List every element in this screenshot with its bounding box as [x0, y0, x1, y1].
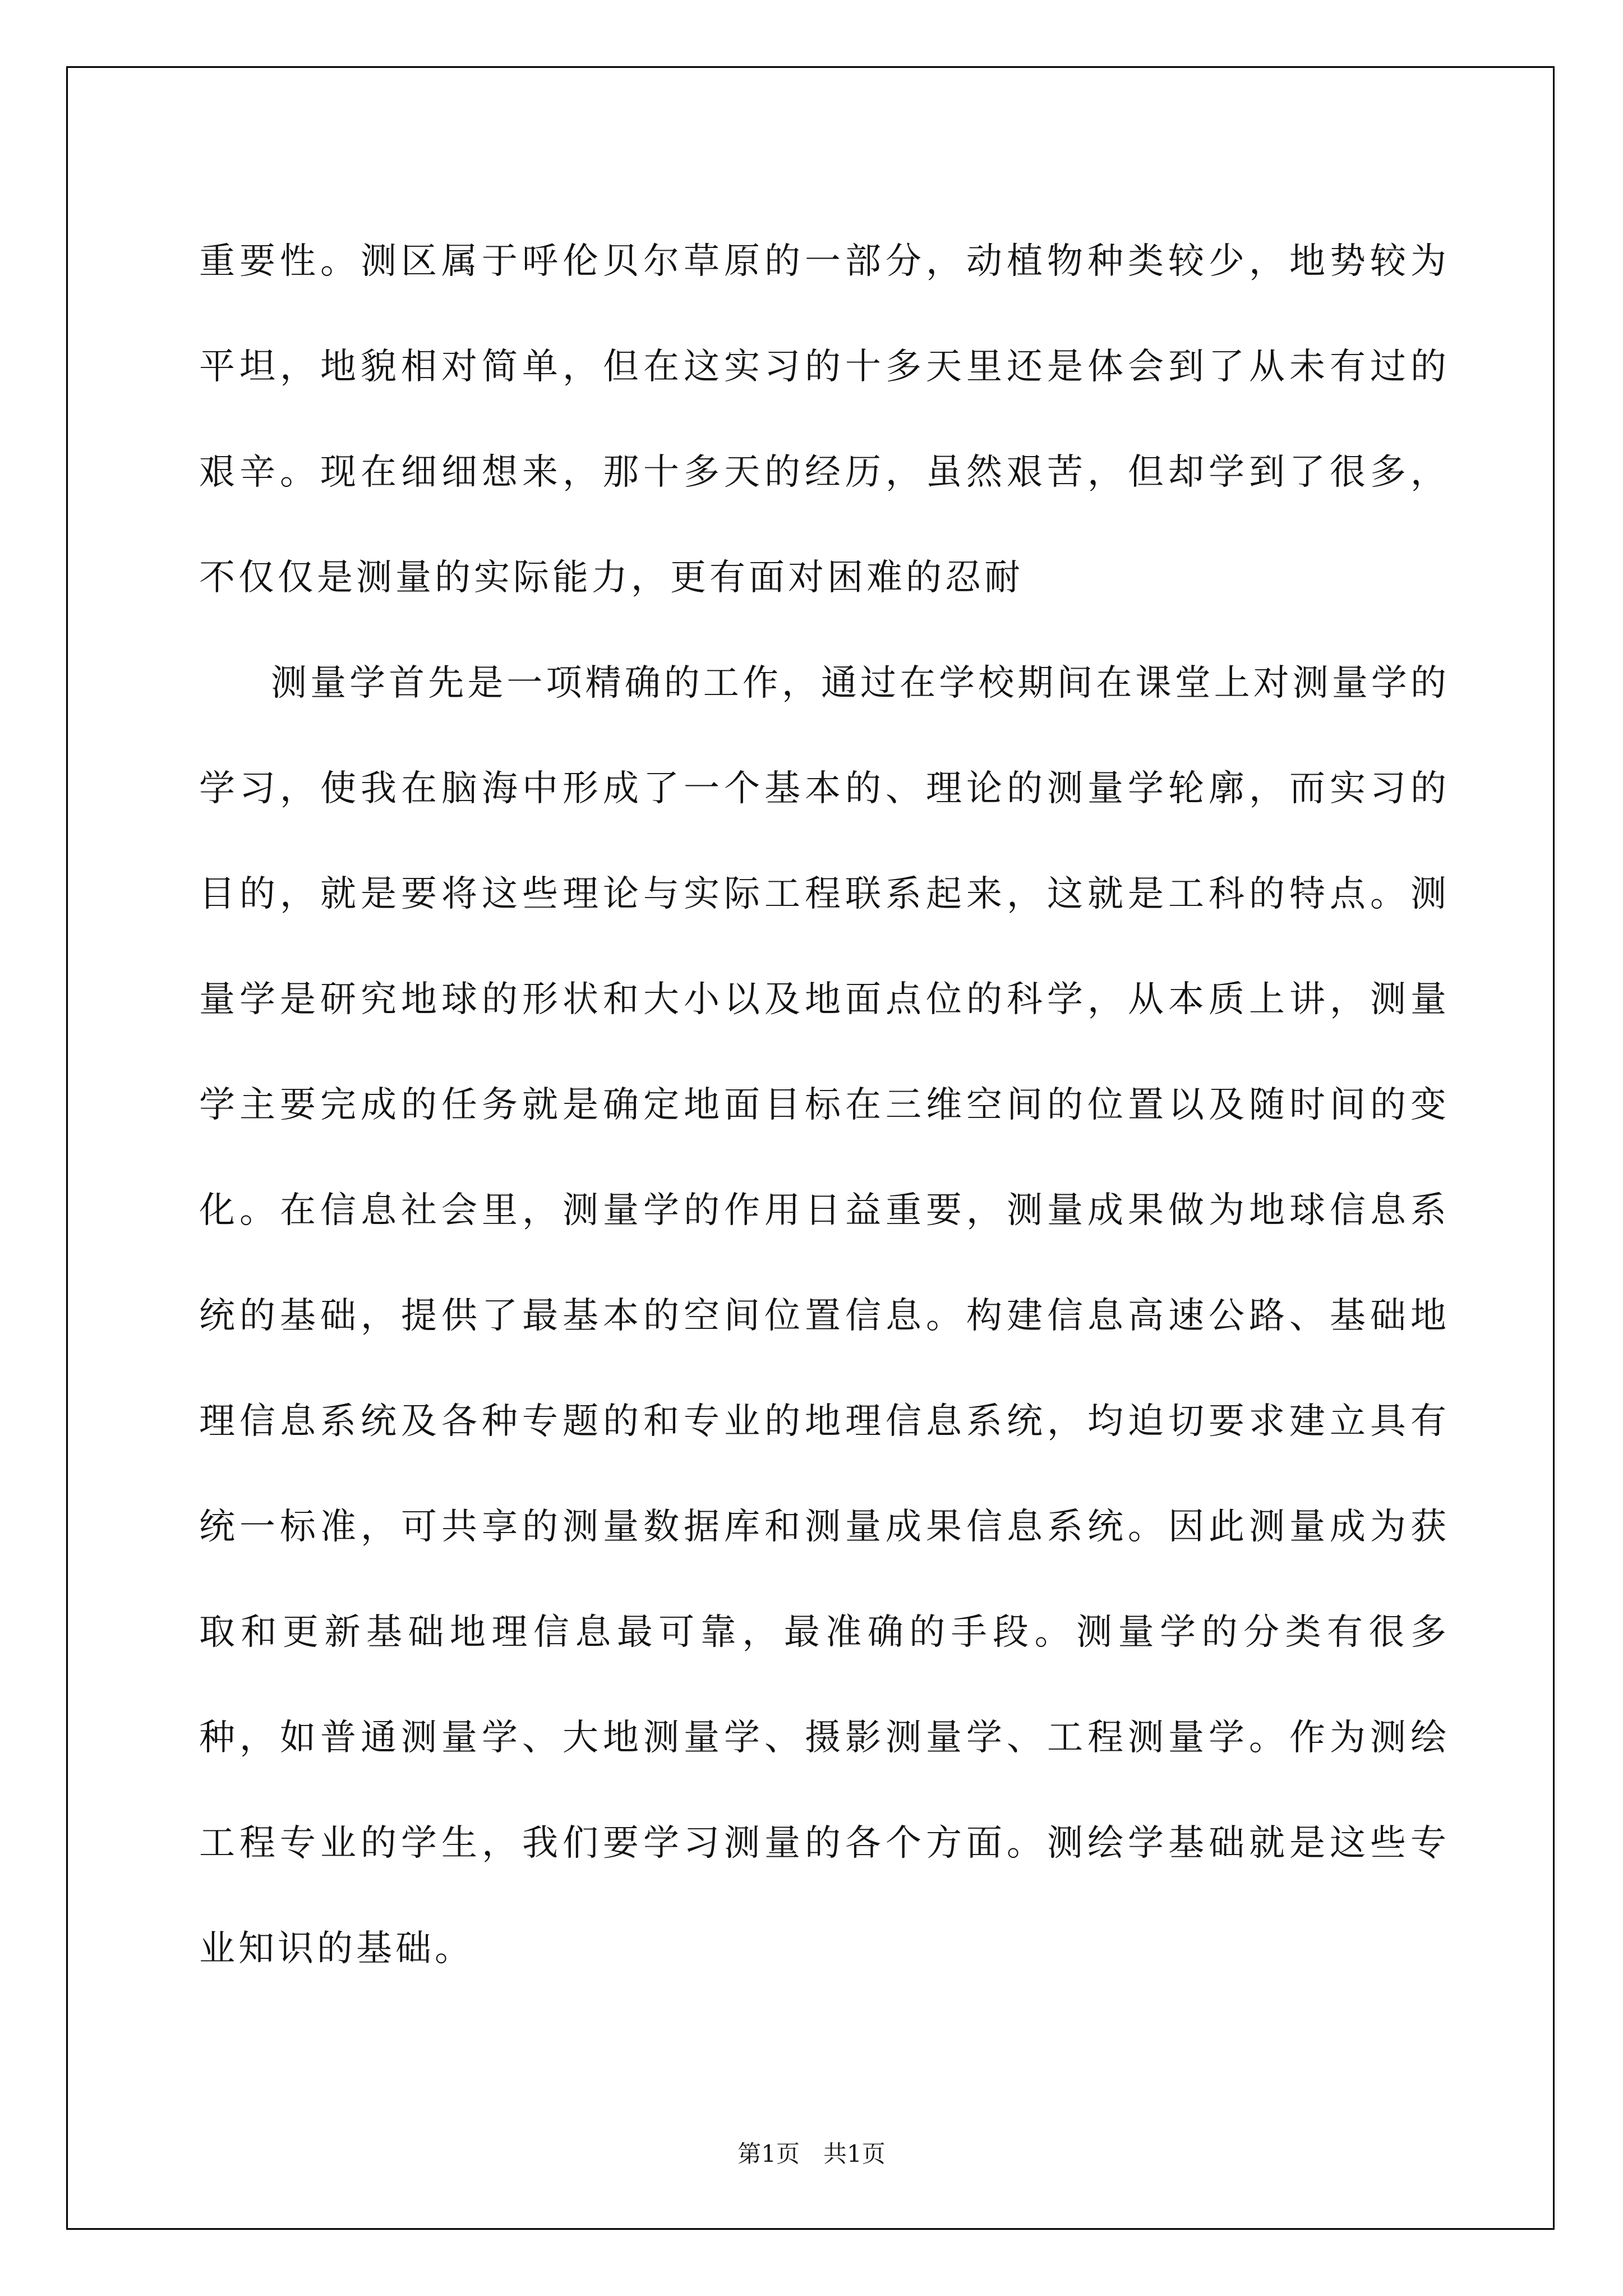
- paragraph-continuation: 重要性。测区属于呼伦贝尔草原的一部分，动植物种类较少，地势较为平坦，地貌相对简单，但在这实习的十多天里还是体会到了从未有过的艰辛。现在细细想来，那十多天的经历，虽然艰苦，但却学到了很多，不仅仅是测量的实际能力，更有面对困难的忍耐: [199, 241, 1450, 599]
- page-number-footer: 第1页 共1页: [737, 2140, 886, 2168]
- paragraph-surveying-overview: 测量学首先是一项精确的工作，通过在学校期间在课堂上对测量学的学习，使我在脑海中形成了一个基本的、理论的测量学轮廓，而实习的目的，就是要将这些理论与实际工程联系起来，这就是工科的特点。测量学是研究地球的形状和大小以及地面点位的科学，从本质上讲，测量学主要完成的任务就是确定地面目标在三维空间的位置以及随时间的变化。在信息社会里，测量学的作用日益重要，测量成果做为地球信息系统的基础，提供了最基本的空间位置信息。构建信息高速公路、基础地理信息系统及各种专题的和专业的地理信息系统，均迫切要求建立具有统一标准，可共享的测量数据库和测量成果信息系统。因此测量成为获取和更新基础地理信息最可靠，最准确的手段。测量学的分类有很多种，如普通测量学、大地测量学、摄影测量学、工程测量学。作为测绘工程专业的学生，我们要学习测量的各个方面。测绘学基础就是这些专业知识的基础。: [199, 662, 1450, 1970]
- document-body: [199, 209, 1450, 2001]
